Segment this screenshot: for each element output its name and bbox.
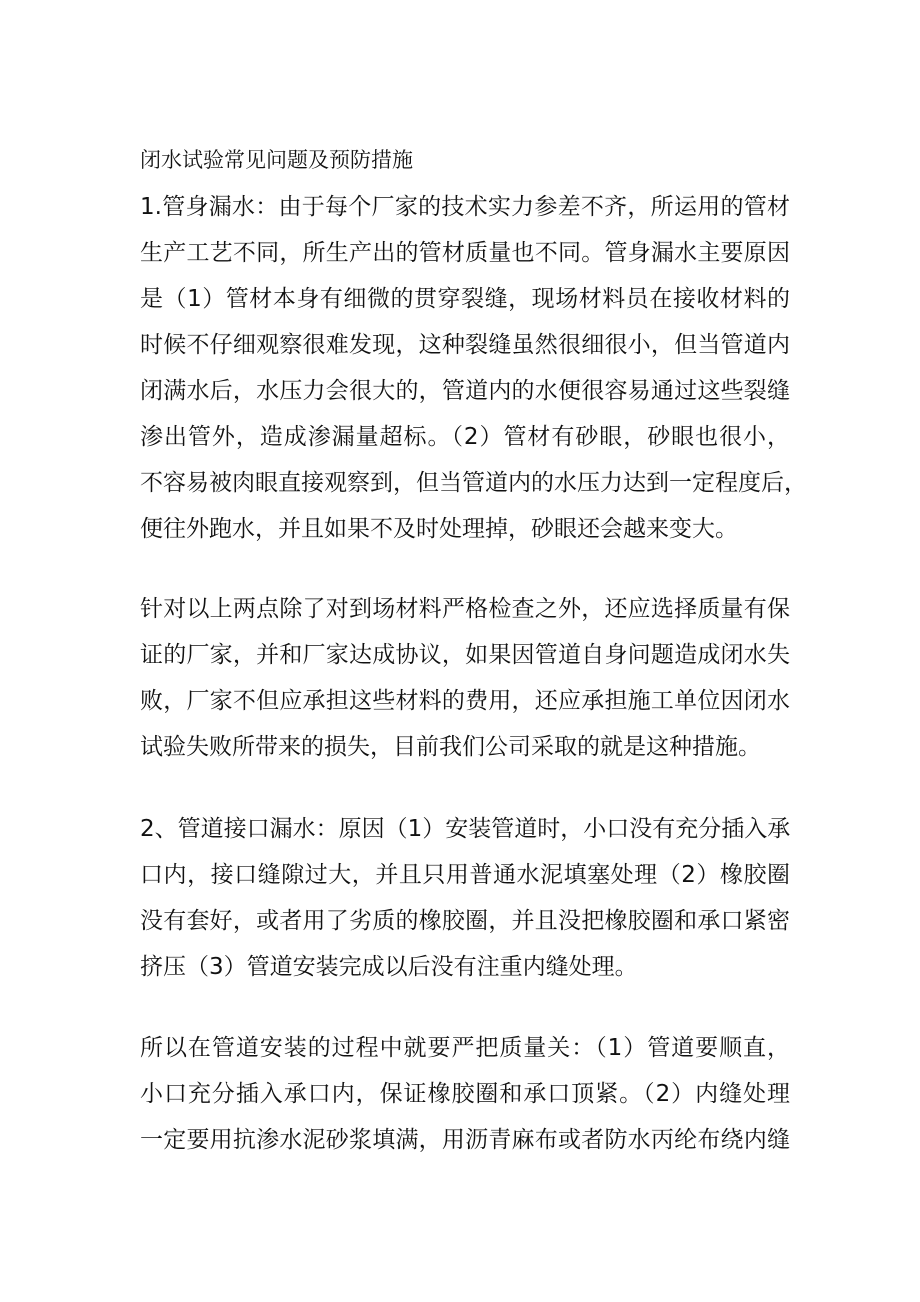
- text-line: 败，厂家不但应承担这些材料的费用，还应承担施工单位因闭水: [140, 688, 790, 714]
- text-line: 不容易被肉眼直接观察到，但当管道内的水压力达到一定程度后，: [140, 470, 807, 496]
- text-line: 一定要用抗渗水泥砂浆填满，用沥青麻布或者防水丙纶布绕内缝: [140, 1127, 790, 1153]
- paragraph-joint-leakage: [140, 806, 790, 990]
- text-line: 便往外跑水，并且如果不及时处理掉，砂眼还会越来变大。: [140, 516, 738, 542]
- paragraph-material-inspection: [140, 586, 790, 770]
- text-line: 1.管身漏水：由于每个厂家的技术实力参差不齐，所运用的管材: [140, 194, 790, 220]
- text-line: 口内，接口缝隙过大，并且只用普通水泥填塞处理（2）橡胶圈: [140, 862, 790, 888]
- text-line: 没有套好，或者用了劣质的橡胶圈，并且没把橡胶圈和承口紧密: [140, 908, 790, 934]
- text-line: 试验失败所带来的损失，目前我们公司采取的就是这种措施。: [140, 734, 761, 760]
- text-line: 所以在管道安装的过程中就要严把质量关：（1）管道要顺直，: [140, 1035, 790, 1061]
- text-line: 生产工艺不同，所生产出的管材质量也不同。管身漏水主要原因: [140, 240, 790, 266]
- text-line: 小口充分插入承口内，保证橡胶圈和承口顶紧。（2）内缝处理: [140, 1081, 790, 1107]
- text-line: 时候不仔细观察很难发现，这种裂缝虽然很细很小，但当管道内: [140, 332, 790, 358]
- text-line: 2、管道接口漏水：原因（1）安装管道时，小口没有充分插入承: [140, 816, 791, 842]
- text-line: 挤压（3）管道安装完成以后没有注重内缝处理。: [140, 954, 638, 980]
- document-title: 闭水试验常见问题及预防措施: [140, 148, 413, 172]
- text-line: 渗出管外，造成渗漏量超标。（2）管材有砂眼，砂眼也很小，: [140, 424, 790, 450]
- text-line: 证的厂家，并和厂家达成协议，如果因管道自身问题造成闭水失: [140, 642, 790, 668]
- paragraph-quality-control: [140, 1025, 790, 1163]
- paragraph-pipe-body-leakage: [140, 184, 807, 552]
- text-line: 针对以上两点除了对到场材料严格检查之外，还应选择质量有保: [140, 596, 790, 622]
- text-line: 是（1）管材本身有细微的贯穿裂缝，现场材料员在接收材料的: [140, 286, 790, 312]
- text-line: 闭满水后，水压力会很大的，管道内的水便很容易通过这些裂缝: [140, 378, 790, 404]
